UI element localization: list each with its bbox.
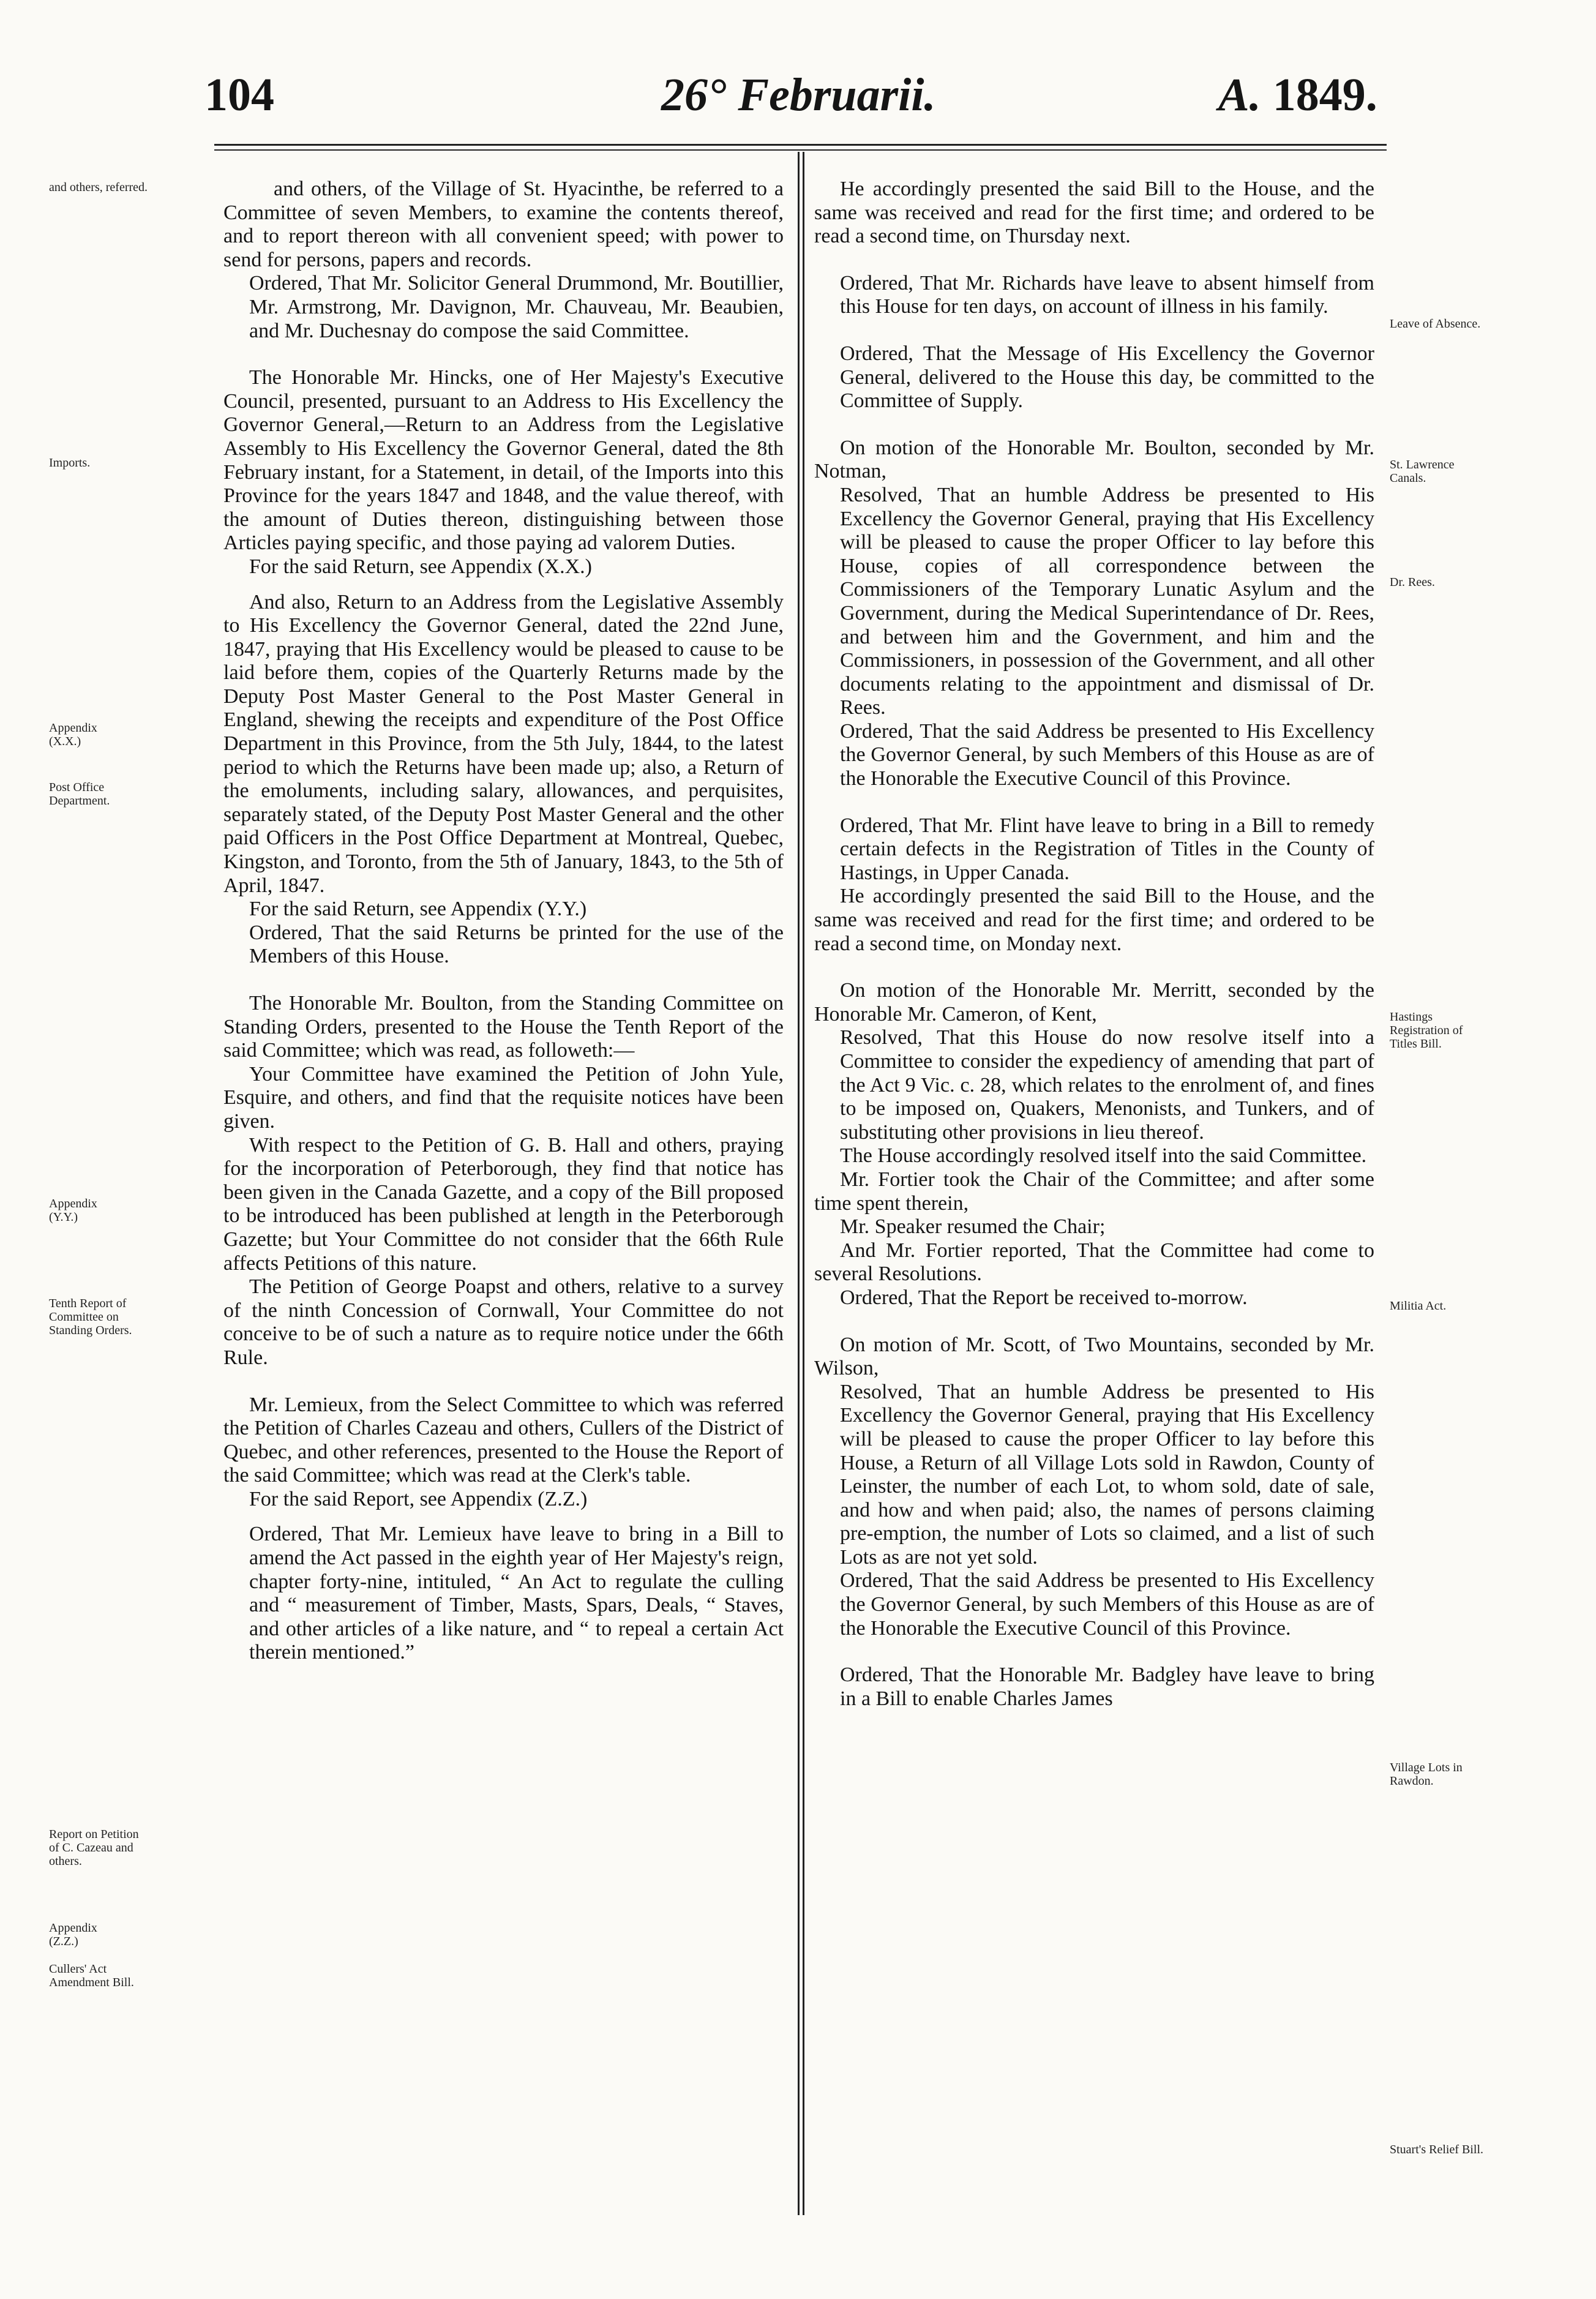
left-paragraph: Your Committee have examined the Petition of John Yule, Esquire, and others, and find that the requisite notices have been given.: [223, 1062, 784, 1133]
margin-note: Village Lots in Rawdon.: [1390, 1761, 1463, 1788]
right-paragraph: He accordingly presented the said Bill to the House, and the same was received and read for the first time; and ordered to be read a second time, on Thursday next.: [814, 178, 1374, 248]
margin-note: Appendix (X.X.): [49, 721, 97, 748]
margin-note: and others, referred.: [49, 181, 148, 194]
right-paragraph: On motion of Mr. Scott, of Two Mountains, seconded by Mr. Wilson,: [814, 1333, 1374, 1380]
left-paragraph: For the said Return, see Appendix (Y.Y.): [249, 898, 587, 921]
right-paragraph: Ordered, That the Honorable Mr. Badgley have leave to bring in a Bill to enable Charles James: [840, 1663, 1374, 1710]
left-paragraph: For the said Return, see Appendix (X.X.): [249, 555, 592, 578]
right-paragraph: Ordered, That the Report be received to-morrow.: [840, 1286, 1248, 1309]
margin-note: Stuart's Relief Bill.: [1390, 2143, 1484, 2156]
margin-note: St. Lawrence Canals.: [1390, 458, 1455, 485]
margin-note: Tenth Report of Committee on Standing Orders.: [49, 1297, 132, 1337]
column-divider-a: [798, 152, 800, 2215]
page-header: [0, 69, 1596, 136]
right-paragraph: Resolved, That this House do now resolve itself into a Committee to consider the expediency of amending that part of the Act 9 Vic. c. 28, which relates to the enrolment of, and fines to be imposed on, Quakers, Menonists, and Tunkers, and of substituting other provisions in lieu thereof.: [840, 1026, 1374, 1144]
right-paragraph: On motion of the Honorable Mr. Boulton, seconded by Mr. Notman,: [814, 436, 1374, 483]
right-paragraph: Resolved, That an humble Address be presented to His Excellency the Governor General, praying that His Excellency will be pleased to cause the proper Officer to lay before this House, copies of all correspondence between the Commissioners of the Temporary Lunatic Asylum and the Government, during the Medical Superintendance of Dr. Rees, and between him and the Government, and him and the Commissioners, in possession of the Government, and all other documents relating to the appointment and dismissal of Dr. Rees.: [840, 483, 1374, 719]
left-paragraph: For the said Report, see Appendix (Z.Z.): [249, 1487, 588, 1510]
margin-note: Cullers' Act Amendment Bill.: [49, 1962, 134, 1989]
year-value: 1849.: [1272, 69, 1377, 121]
margin-note: Imports.: [49, 456, 91, 470]
margin-note: Report on Petition of C. Cazeau and others.: [49, 1828, 139, 1868]
right-paragraph: Mr. Speaker resumed the Chair;: [840, 1215, 1106, 1239]
right-paragraph: He accordingly presented the said Bill to the House, and the same was received and read for the first time; and ordered to be read a second time, on Monday next.: [814, 885, 1374, 955]
left-paragraph: The Petition of George Poapst and others, relative to a survey of the ninth Concession of Cornwall, Your Committee do not conceive to be of such a nature as to require notice under the 66th Rule.: [223, 1275, 784, 1369]
right-column: [814, 178, 1374, 1711]
margin-note: Appendix (Z.Z.): [49, 1921, 97, 1948]
left-paragraph: Ordered, That the said Returns be printed for the use of the Members of this House.: [249, 921, 784, 968]
left-column: [223, 178, 784, 1665]
left-paragraph: Mr. Lemieux, from the Select Committee to which was referred the Petition of Charles Cazeau and others, Cullers of the District of Quebec, and other references, presented to the House the Report of the said Committee; which was read at the Clerk's table.: [223, 1393, 784, 1487]
left-paragraph: With respect to the Petition of G. B. Hall and others, praying for the incorporation of Peterborough, they find that notice has been given in the Canada Gazette, and a copy of the Bill proposed to be introduced has been published at length in the Peterborough Gazette; but Your Committee do not consider that the 66th Rule affects Petitions of this nature.: [223, 1133, 784, 1275]
right-paragraph: Ordered, That Mr. Richards have leave to absent himself from this House for ten days, on account of illness in his family.: [840, 271, 1374, 318]
margin-note: Dr. Rees.: [1390, 576, 1435, 589]
right-paragraph: The House accordingly resolved itself into the said Committee.: [840, 1144, 1367, 1168]
right-paragraph: On motion of the Honorable Mr. Merritt, seconded by the Honorable Mr. Cameron, of Kent,: [814, 979, 1374, 1026]
header-rule-top: [214, 144, 1387, 146]
left-paragraph: Ordered, That Mr. Solicitor General Drummond, Mr. Boutillier, Mr. Armstrong, Mr. Davignon, Mr. Chauveau, Mr. Beaubien, and Mr. Duchesnay do compose the said Committee.: [249, 272, 784, 342]
margin-note: Leave of Absence.: [1390, 317, 1481, 331]
left-paragraph: The Honorable Mr. Boulton, from the Standing Committee on Standing Orders, presented to the House the Tenth Report of the said Committee; which was read, as followeth:—: [223, 992, 784, 1062]
page-number: 104: [204, 69, 274, 121]
left-paragraph: The Honorable Mr. Hincks, one of Her Majesty's Executive Council, presented, pursuant to an Address to His Excellency the Governor General,—Return to an Address from the Legislative Assembly to His Excellency the Governor General, dated the 8th February instant, for a Statement, in detail, of the Imports into this Province for the years 1847 and 1848, and the value thereof, with the amount of Duties thereon, distinguishing between those Articles paying specific, and those paying ad valorem Duties.: [223, 366, 784, 555]
margin-note: Appendix (Y.Y.): [49, 1197, 97, 1224]
left-paragraph: Ordered, That Mr. Lemieux have leave to bring in a Bill to amend the Act passed in the eighth year of Her Majesty's reign, chapter forty-nine, intituled, “ An Act to regulate the culling and “ measurement of Timber, Masts, Spars, Deals, “ Staves, and other articles of a like nature, and “ to repeal a certain Act therein mentioned.”: [249, 1523, 784, 1664]
column-divider-b: [803, 152, 804, 2215]
page-year: [1218, 69, 1377, 122]
right-paragraph: Ordered, That the said Address be presented to His Excellency the Governor General, by such Members of this House as are of the Honorable the Executive Council of this Province.: [840, 1569, 1374, 1640]
right-paragraph: Ordered, That Mr. Flint have leave to bring in a Bill to remedy certain defects in the Registration of Titles in the County of Hastings, in Upper Canada.: [840, 814, 1374, 884]
year-prefix: A.: [1218, 69, 1261, 121]
right-paragraph: Mr. Fortier took the Chair of the Committee; and after some time spent therein,: [814, 1168, 1374, 1215]
right-paragraph: And Mr. Fortier reported, That the Committee had come to several Resolutions.: [814, 1239, 1374, 1286]
right-paragraph: Ordered, That the said Address be presented to His Excellency the Governor General, by such Members of this House as are of the Honorable the Executive Council of this Province.: [840, 719, 1374, 790]
page-date: 26° Februarii.: [661, 69, 936, 121]
left-paragraph: And also, Return to an Address from the Legislative Assembly to His Excellency the Governor General, dated the 22nd June, 1847, praying that His Excellency would be pleased to cause to be laid before them, copies of the Quarterly Returns made by the Deputy Post Master General to the Post Master General in England, shewing the receipts and expenditure of the Post Office Department in this Province, from the 5th July, 1844, to the latest period to which the Returns have been made up; also, a Return of the emoluments, including salary, allowances, and perquisites, separately stated, of the Deputy Post Master General and the other paid Officers in the Post Office Department at Montreal, Quebec, Kingston, and Toronto, from the 5th of January, 1843, to the 5th of April, 1847.: [223, 590, 784, 897]
left-paragraph: and others, of the Village of St. Hyacinthe, be referred to a Committee of seven Members, to examine the contents thereof, and to report thereon with all convenient speed; with power to send for persons, papers and records.: [223, 178, 784, 271]
margin-note: Militia Act.: [1390, 1299, 1447, 1313]
margin-note: Post Office Department.: [49, 781, 110, 808]
right-paragraph: Ordered, That the Message of His Excellency the Governor General, delivered to the House this day, be committed to the Committee of Supply.: [840, 342, 1374, 413]
header-rule-bottom: [214, 149, 1387, 151]
right-paragraph: Resolved, That an humble Address be presented to His Excellency the Governor General, praying that His Excellency will be pleased to cause the proper Officer to lay before this House, a Return of all Village Lots sold in Rawdon, County of Leinster, the number of each Lot, to whom sold, date of sale, and how and when paid; also, the names of persons claiming pre-emption, the number of Lots so claimed, and a list of such Lots as are not yet sold.: [840, 1380, 1374, 1569]
margin-note: Hastings Registration of Titles Bill.: [1390, 1010, 1463, 1051]
